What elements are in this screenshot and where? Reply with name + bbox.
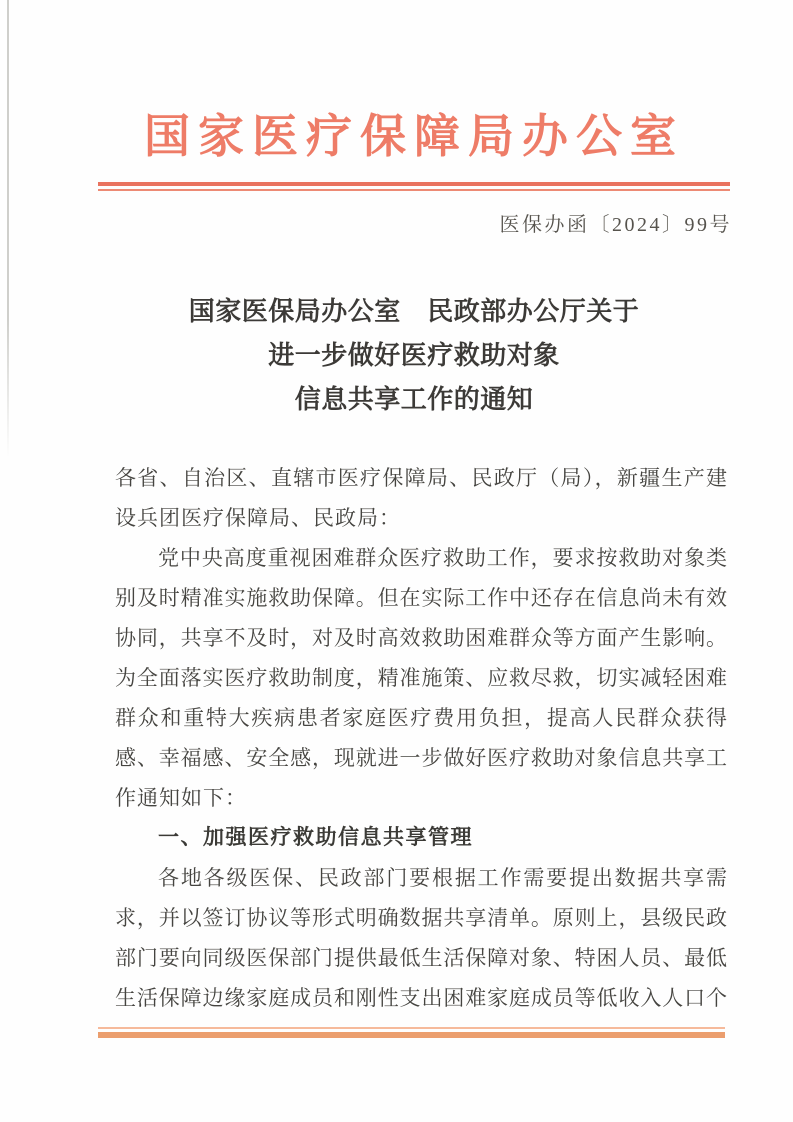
body-line: 感、幸福感、安全感，现就进一步做好医疗救助对象信息共享工	[115, 746, 727, 770]
document-title	[98, 290, 730, 422]
title-line-2: 进一步做好医疗救助对象	[268, 341, 560, 370]
body-line: 各省、自治区、直辖市医疗保障局、民政厅（局），新疆生产建	[115, 466, 727, 490]
body-line: 设兵团医疗保障局、民政局：	[115, 506, 401, 530]
body-line: 群众和重特大疾病患者家庭医疗费用负担，提高人民群众获得	[115, 706, 727, 730]
title-line-1: 国家医保局办公室 民政部办公厅关于	[188, 297, 640, 326]
letterhead-divider	[98, 182, 730, 191]
agency-letterhead: 国家医疗保障局办公室	[144, 111, 684, 162]
body-line: 为全面落实医疗救助制度，精准施策、应救尽救，切实减轻困难	[115, 666, 727, 690]
body-line: 别及时精准实施救助保障。但在实际工作中还存在信息尚未有效	[115, 586, 727, 610]
document-number: 医保办函〔2024〕99号	[499, 214, 732, 236]
footer-thick-line	[98, 1032, 725, 1038]
body-line: 生活保障边缘家庭成员和刚性支出困难家庭成员等低收入人口个	[115, 986, 727, 1010]
body-line: 部门要向同级医保部门提供最低生活保障对象、特困人员、最低	[115, 946, 727, 970]
title-line-3: 信息共享工作的通知	[294, 385, 534, 414]
divider-thin-line	[98, 189, 730, 191]
body-line: 党中央高度重视困难群众医疗救助工作，要求按救助对象类	[158, 546, 727, 570]
body-line: 求，并以签订协议等形式明确数据共享清单。原则上，县级民政	[115, 906, 727, 930]
document-body	[115, 458, 727, 1018]
body-line: 协同，共享不及时，对及时高效救助困难群众等方面产生影响。	[115, 626, 727, 650]
scan-edge-artifact	[7, 0, 9, 458]
body-line: 各地各级医保、民政部门要根据工作需要提出数据共享需	[158, 866, 727, 890]
section-heading: 一、加强医疗救助信息共享管理	[158, 826, 473, 849]
footer-separator-band	[98, 1027, 725, 1038]
body-line: 作通知如下：	[115, 786, 247, 810]
